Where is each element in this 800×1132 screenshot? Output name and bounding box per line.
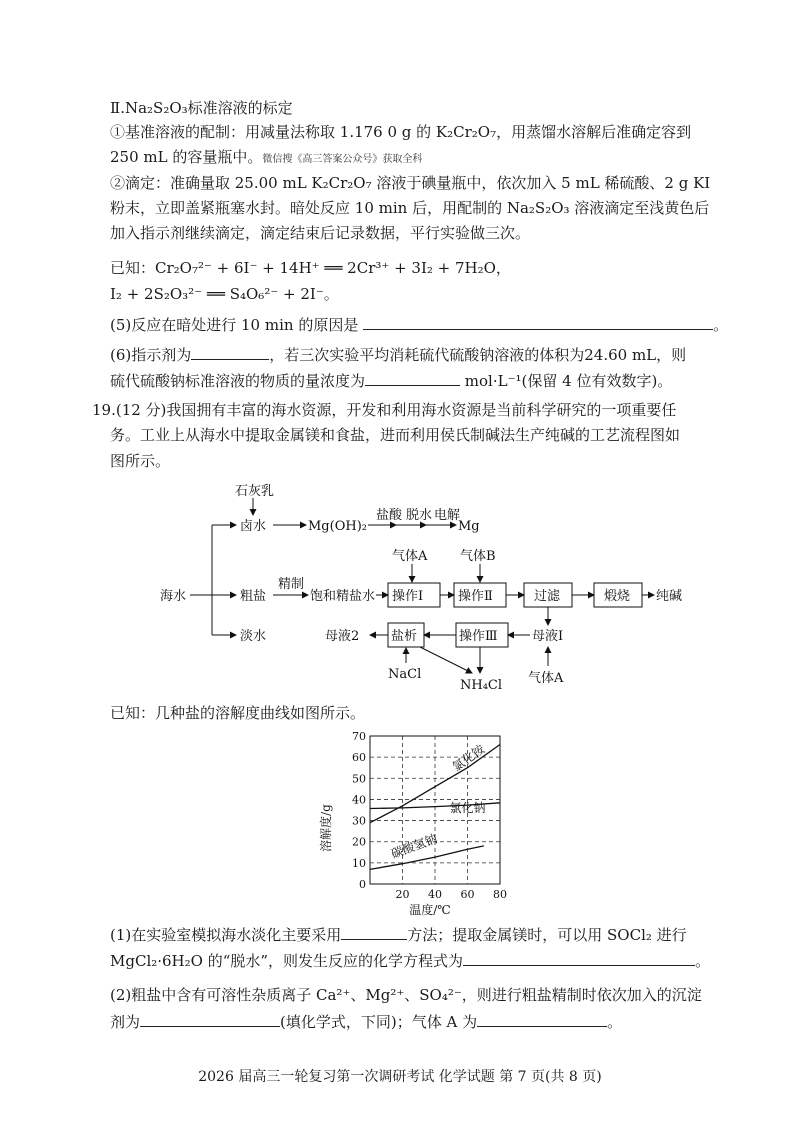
flow-calcine: 煅烧 <box>604 589 631 604</box>
flow-brine: 卤水 <box>240 519 267 534</box>
chart-xtick-label: 80 <box>493 888 507 901</box>
known-equation-1: 已知：Cr₂O₇²⁻ + 6I⁻ + 14H⁺ ══ 2Cr³⁺ + 3I₂ + 7H₂O， <box>110 259 511 277</box>
known-equation-2: I₂ + 2S₂O₃²⁻ ══ S₄O₆²⁻ + 2I⁻。 <box>110 285 339 303</box>
flow-gas-a: 气体A <box>392 549 428 564</box>
flow-nacl: NaCl <box>388 667 422 682</box>
question-1-line1 <box>110 925 687 945</box>
q19-line3: 图所示。 <box>110 452 171 470</box>
q2-end: 。 <box>607 1013 623 1031</box>
flow-hcl: 盐酸 <box>376 508 403 523</box>
chart-xlabel: 温度/℃ <box>409 903 451 917</box>
solubility-chart <box>318 728 518 918</box>
q5-text: (5)反应在暗处进行 10 min 的原因是 <box>110 316 359 334</box>
q1-part1: (1)在实验室模拟海水淡化主要采用 <box>110 926 342 944</box>
q1-end: 。 <box>695 952 711 970</box>
chart-ytick-label: 40 <box>352 793 366 807</box>
q19-line2: 务。工业上从海水中提取金属镁和食盐，进而利用侯氏制碱法生产纯碱的工艺流程图如 <box>110 426 681 444</box>
process-flow-diagram <box>150 478 710 693</box>
q6-part3: 硫代硫酸钠标准溶液的物质的量浓度为 <box>110 372 366 390</box>
flow-mg: Mg <box>458 519 480 534</box>
step1-line1: ①基准溶液的配制：用减量法称取 1.176 0 g 的 K₂Cr₂O₇，用蒸馏水溶解后准确定容到 <box>110 123 692 141</box>
flow-op2: 操作Ⅱ <box>458 589 493 604</box>
question-6-line1 <box>110 345 686 365</box>
flow-dehydrate: 脱水 <box>406 508 433 523</box>
chart-ytick-label: 60 <box>352 751 366 765</box>
chart-ytick-label: 70 <box>352 730 366 743</box>
chart-ytick-label: 20 <box>352 835 366 849</box>
q6-part4: mol·L⁻¹(保留 4 位有效数字)。 <box>464 372 673 390</box>
question-5 <box>110 315 728 335</box>
q19-line1: 19.(12 分)我国拥有丰富的海水资源，开发和利用海水资源是当前科学研究的一项重要任 <box>92 401 677 419</box>
flow-op3: 操作Ⅲ <box>459 629 498 644</box>
flow-lime: 石灰乳 <box>235 484 275 499</box>
q1-part2: 方法；提取金属镁时，可以用 SOCl₂ 进行 <box>407 926 687 944</box>
flow-electrolysis: 电解 <box>434 508 461 523</box>
q6-part1: (6)指示剂为 <box>110 346 192 364</box>
q2-part3: (填化学式，下同)；气体 A 为 <box>280 1013 478 1031</box>
q6-part2: ，若三次实验平均消耗硫代硫酸钠溶液的体积为24.60 mL，则 <box>269 346 687 364</box>
flow-gas-a-bottom: 气体A <box>528 671 564 686</box>
q2-gas-a-blank[interactable] <box>477 1012 607 1027</box>
flow-crude-salt: 粗盐 <box>240 589 267 604</box>
q5-answer-blank[interactable] <box>363 315 713 330</box>
chart-series-label-1: 氯化钠 <box>449 801 486 816</box>
flow-soda: 纯碱 <box>656 589 683 604</box>
flow-refine: 精制 <box>278 577 305 592</box>
flow-nh4cl: NH₄Cl <box>460 678 503 693</box>
chart-xtick-label: 60 <box>460 888 475 901</box>
step2-line3: 加入指示剂继续滴定，滴定结束后记录数据，平行实验做三次。 <box>110 224 531 242</box>
flow-mother-liquor-1: 母液Ⅰ <box>532 629 564 644</box>
flow-op1: 操作Ⅰ <box>392 589 424 604</box>
flow-mgoh2: Mg(OH)₂ <box>308 519 367 534</box>
flow-fresh-water: 淡水 <box>240 629 267 644</box>
flow-saturated-brine: 饱和精盐水 <box>310 589 376 604</box>
chart-ytick-label: 50 <box>352 772 366 786</box>
chart-ytick-label: 10 <box>352 856 366 870</box>
q5-end: 。 <box>713 316 729 334</box>
question-1-line2 <box>110 951 710 971</box>
step2-line2: 粉末，立即盖紧瓶塞水封。暗处反应 10 min 后，用配制的 Na₂S₂O₃ 溶液滴定至浅黄色后 <box>110 199 710 217</box>
chart-ytick-label: 30 <box>352 814 366 828</box>
q2-part2: 剂为 <box>110 1013 141 1031</box>
flow-seawater: 海水 <box>160 589 187 604</box>
question-2-line2 <box>110 1012 622 1032</box>
question-2-line1: (2)粗盐中含有可溶性杂质离子 Ca²⁺、Mg²⁺、SO₄²⁻，则进行粗盐精制时依次加入的沉淀 <box>110 986 702 1004</box>
watermark-text: 微信搜《高三答案公众号》获取全科 <box>262 154 423 165</box>
chart-series-label-0: 氯化铵 <box>449 742 488 775</box>
chart-series-label-2: 碳酸氢钠 <box>389 831 440 862</box>
section-heading: Ⅱ.Na₂S₂O₃标准溶液的标定 <box>110 99 293 117</box>
flow-gas-b: 气体B <box>460 549 496 564</box>
question-6-line2 <box>110 371 672 391</box>
chart-xtick-label: 40 <box>428 888 442 901</box>
q2-precipitant-blank[interactable] <box>140 1012 280 1027</box>
chart-ytick-label: 0 <box>359 878 366 891</box>
step1-line2-text: 250 mL 的容量瓶中。 <box>110 148 263 166</box>
chart-xtick-label: 20 <box>395 888 410 901</box>
chart-intro: 已知：几种盐的溶解度曲线如图所示。 <box>110 704 366 722</box>
q1-method-blank[interactable] <box>341 925 407 940</box>
q6-indicator-blank[interactable] <box>191 345 269 360</box>
q6-concentration-blank[interactable] <box>365 371 460 386</box>
q1-equation-blank[interactable] <box>463 951 695 966</box>
q1-part3: MgCl₂·6H₂O 的“脱水”，则发生反应的化学方程式为 <box>110 952 464 970</box>
step2-line1: ②滴定：准确量取 25.00 mL K₂Cr₂O₇ 溶液于碘量瓶中，依次加入 5 mL 稀硫酸、2 g KI <box>110 174 711 192</box>
step1-line2 <box>110 147 422 170</box>
chart-ylabel: 溶解度/g <box>319 804 333 852</box>
flow-salting-out: 盐析 <box>391 629 418 644</box>
chart-series-line-2 <box>370 846 484 870</box>
flow-mother-liquor-2: 母液2 <box>325 629 360 644</box>
page-footer: 2026 届高三一轮复习第一次调研考试 化学试题 第 7 页(共 8 页) <box>198 1069 602 1085</box>
flow-filter: 过滤 <box>534 589 561 604</box>
